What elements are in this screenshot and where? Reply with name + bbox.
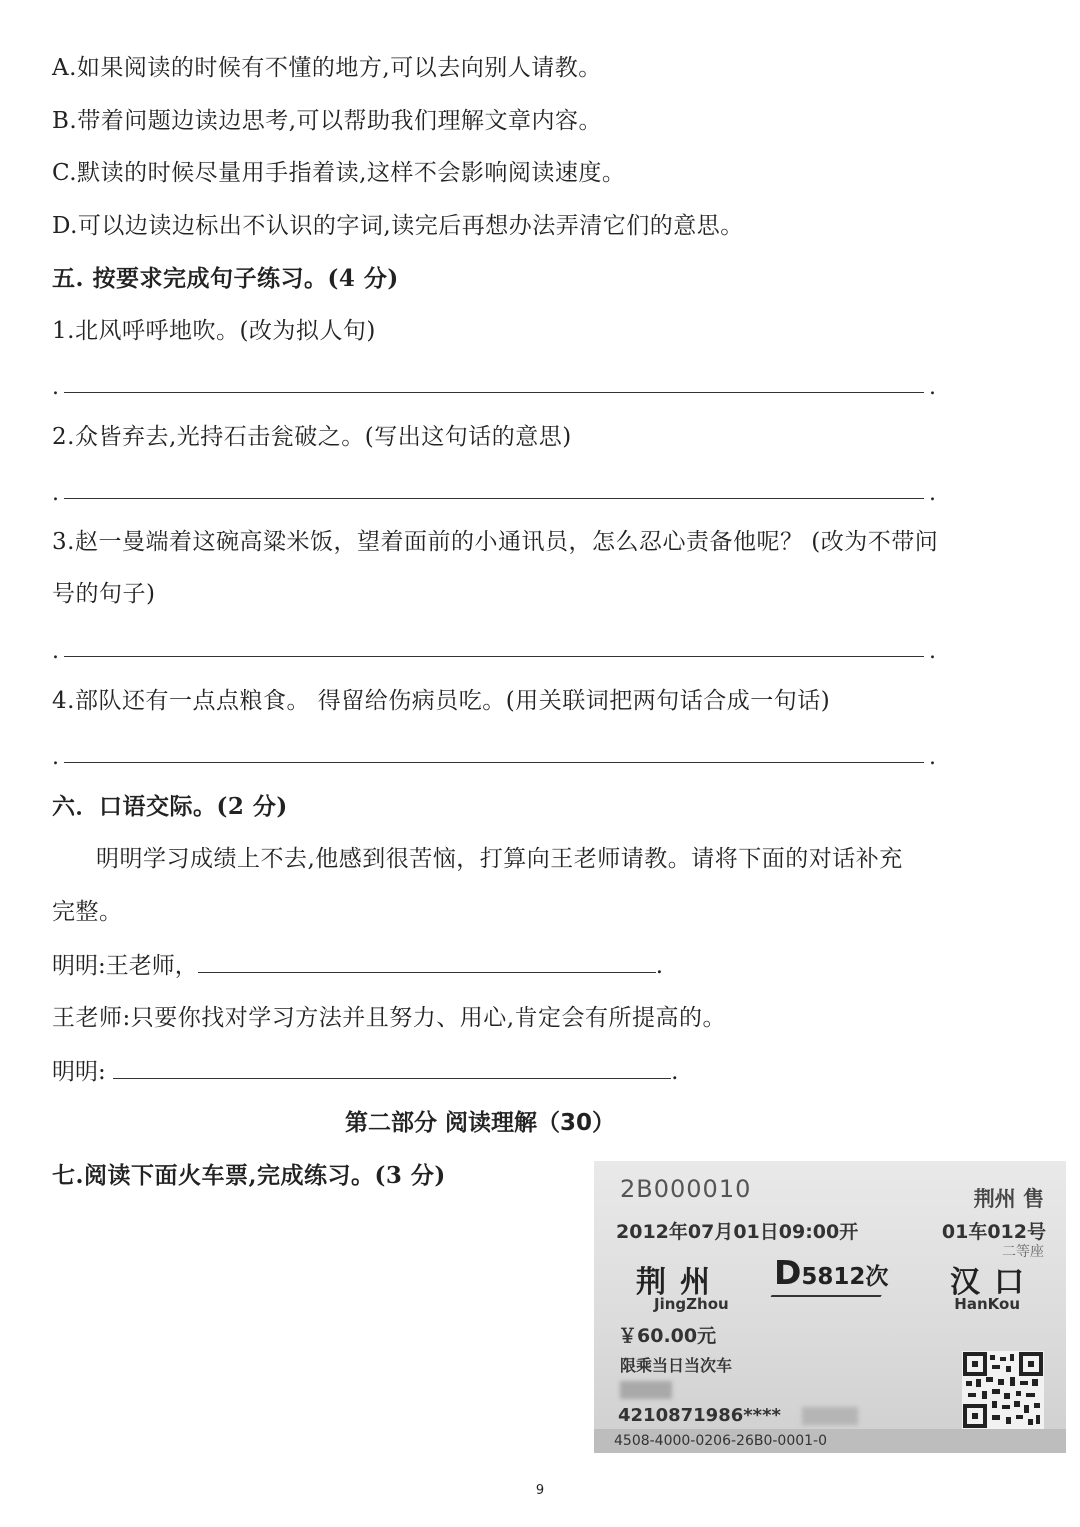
fill-in-blank-1[interactable]: [198, 950, 656, 973]
answer-dot: .: [52, 745, 59, 770]
answer-dot: .: [929, 481, 936, 506]
question-5-4: 4.部队还有一点点粮食。 得留给伤病员吃。(用关联词把两句话合成一句话): [52, 688, 831, 714]
train-letter: D: [774, 1253, 802, 1292]
train-suffix: 次: [865, 1264, 889, 1290]
section-6-title: 六．口语交际。(2 分): [52, 793, 288, 820]
page-number: 9: [535, 1483, 545, 1498]
direction-arrow: [771, 1285, 888, 1297]
answer-rule: [64, 498, 924, 499]
ticket-serial: 2B000010: [620, 1175, 752, 1203]
speaker-prompt: 明明:王老师，: [52, 953, 198, 979]
dialog-mingming-1: [52, 950, 663, 981]
answer-dot: .: [929, 375, 936, 400]
train-digits: 5812: [801, 1264, 866, 1290]
ticket-seller: 荆州 售: [973, 1187, 1044, 1211]
ticket-car-seat: 01车012号: [941, 1221, 1046, 1243]
answer-line-5-2[interactable]: [52, 476, 936, 506]
ticket-id-blurred: [802, 1407, 858, 1425]
question-5-3-line2: 号的句子): [52, 581, 156, 607]
ticket-price: ￥60.00元: [618, 1325, 717, 1347]
train-ticket-image: [594, 1161, 1066, 1453]
answer-dot: .: [52, 639, 59, 664]
part-2-title: 第二部分 阅读理解（30）: [344, 1110, 615, 1136]
section-5-title: 五. 按要求完成句子练习。(4 分): [52, 265, 399, 292]
ticket-to-station: 汉口: [950, 1265, 1038, 1300]
answer-line-5-3[interactable]: [52, 634, 936, 664]
answer-dot: .: [929, 639, 936, 664]
ticket-datetime: 2012年07月01日09:00开: [616, 1221, 859, 1243]
ticket-barcode-number: 4508-4000-0206-26B0-0001-0: [614, 1433, 828, 1449]
question-5-3-line1: 3.赵一曼端着这碗高粱米饭，望着面前的小通讯员，怎么忍心责备他呢？ (改为不带问: [52, 529, 939, 555]
answer-dot: .: [929, 745, 936, 770]
answer-rule: [64, 392, 924, 393]
ticket-id-number: 4210871986****: [618, 1405, 781, 1426]
ticket-name-blurred: [620, 1381, 672, 1399]
question-5-2: 2.众皆弃去,光持石击瓮破之。(写出这句话的意思): [52, 424, 572, 450]
option-c: C.默读的时候尽量用手指着读,这样不会影响阅读速度。: [52, 160, 626, 186]
section-7-title: 七.阅读下面火车票,完成练习。(3 分): [52, 1162, 446, 1189]
option-a: A.如果阅读的时候有不懂的地方,可以去向别人请教。: [52, 55, 602, 81]
end-dot: .: [671, 1059, 679, 1085]
ticket-from-pinyin: JingZhou: [654, 1295, 729, 1313]
answer-rule: [64, 656, 924, 657]
speaker-prompt: 明明:: [52, 1059, 106, 1085]
question-5-1: 1.北风呼呼地吹。(改为拟人句): [52, 318, 376, 344]
answer-dot: .: [52, 375, 59, 400]
answer-dot: .: [52, 481, 59, 506]
option-b: B.带着问题边读边思考,可以帮助我们理解文章内容。: [52, 108, 603, 134]
dialog-teacher: 王老师:只要你找对学习方法并且努力、用心,肯定会有所提高的。: [52, 1005, 727, 1031]
ticket-seat-class: 二等座: [1002, 1244, 1044, 1260]
answer-rule: [64, 762, 924, 763]
option-d: D.可以边读边标出不认识的字词,读完后再想办法弄清它们的意思。: [52, 213, 744, 239]
section-6-intro-line1: 明明学习成绩上不去,他感到很苦恼，打算向王老师请教。请将下面的对话补充: [96, 846, 903, 872]
answer-line-5-4[interactable]: [52, 740, 936, 770]
ticket-limit: 限乘当日当次车: [620, 1356, 733, 1375]
qr-code-icon: [962, 1351, 1044, 1429]
answer-line-5-1[interactable]: [52, 370, 936, 400]
end-dot: .: [655, 953, 664, 979]
fill-in-blank-2[interactable]: [113, 1056, 671, 1079]
section-6-intro-line2: 完整。: [52, 899, 123, 925]
dialog-mingming-2: [52, 1056, 678, 1087]
ticket-from-station: 荆州: [636, 1265, 724, 1300]
ticket-to-pinyin: HanKou: [954, 1295, 1020, 1313]
